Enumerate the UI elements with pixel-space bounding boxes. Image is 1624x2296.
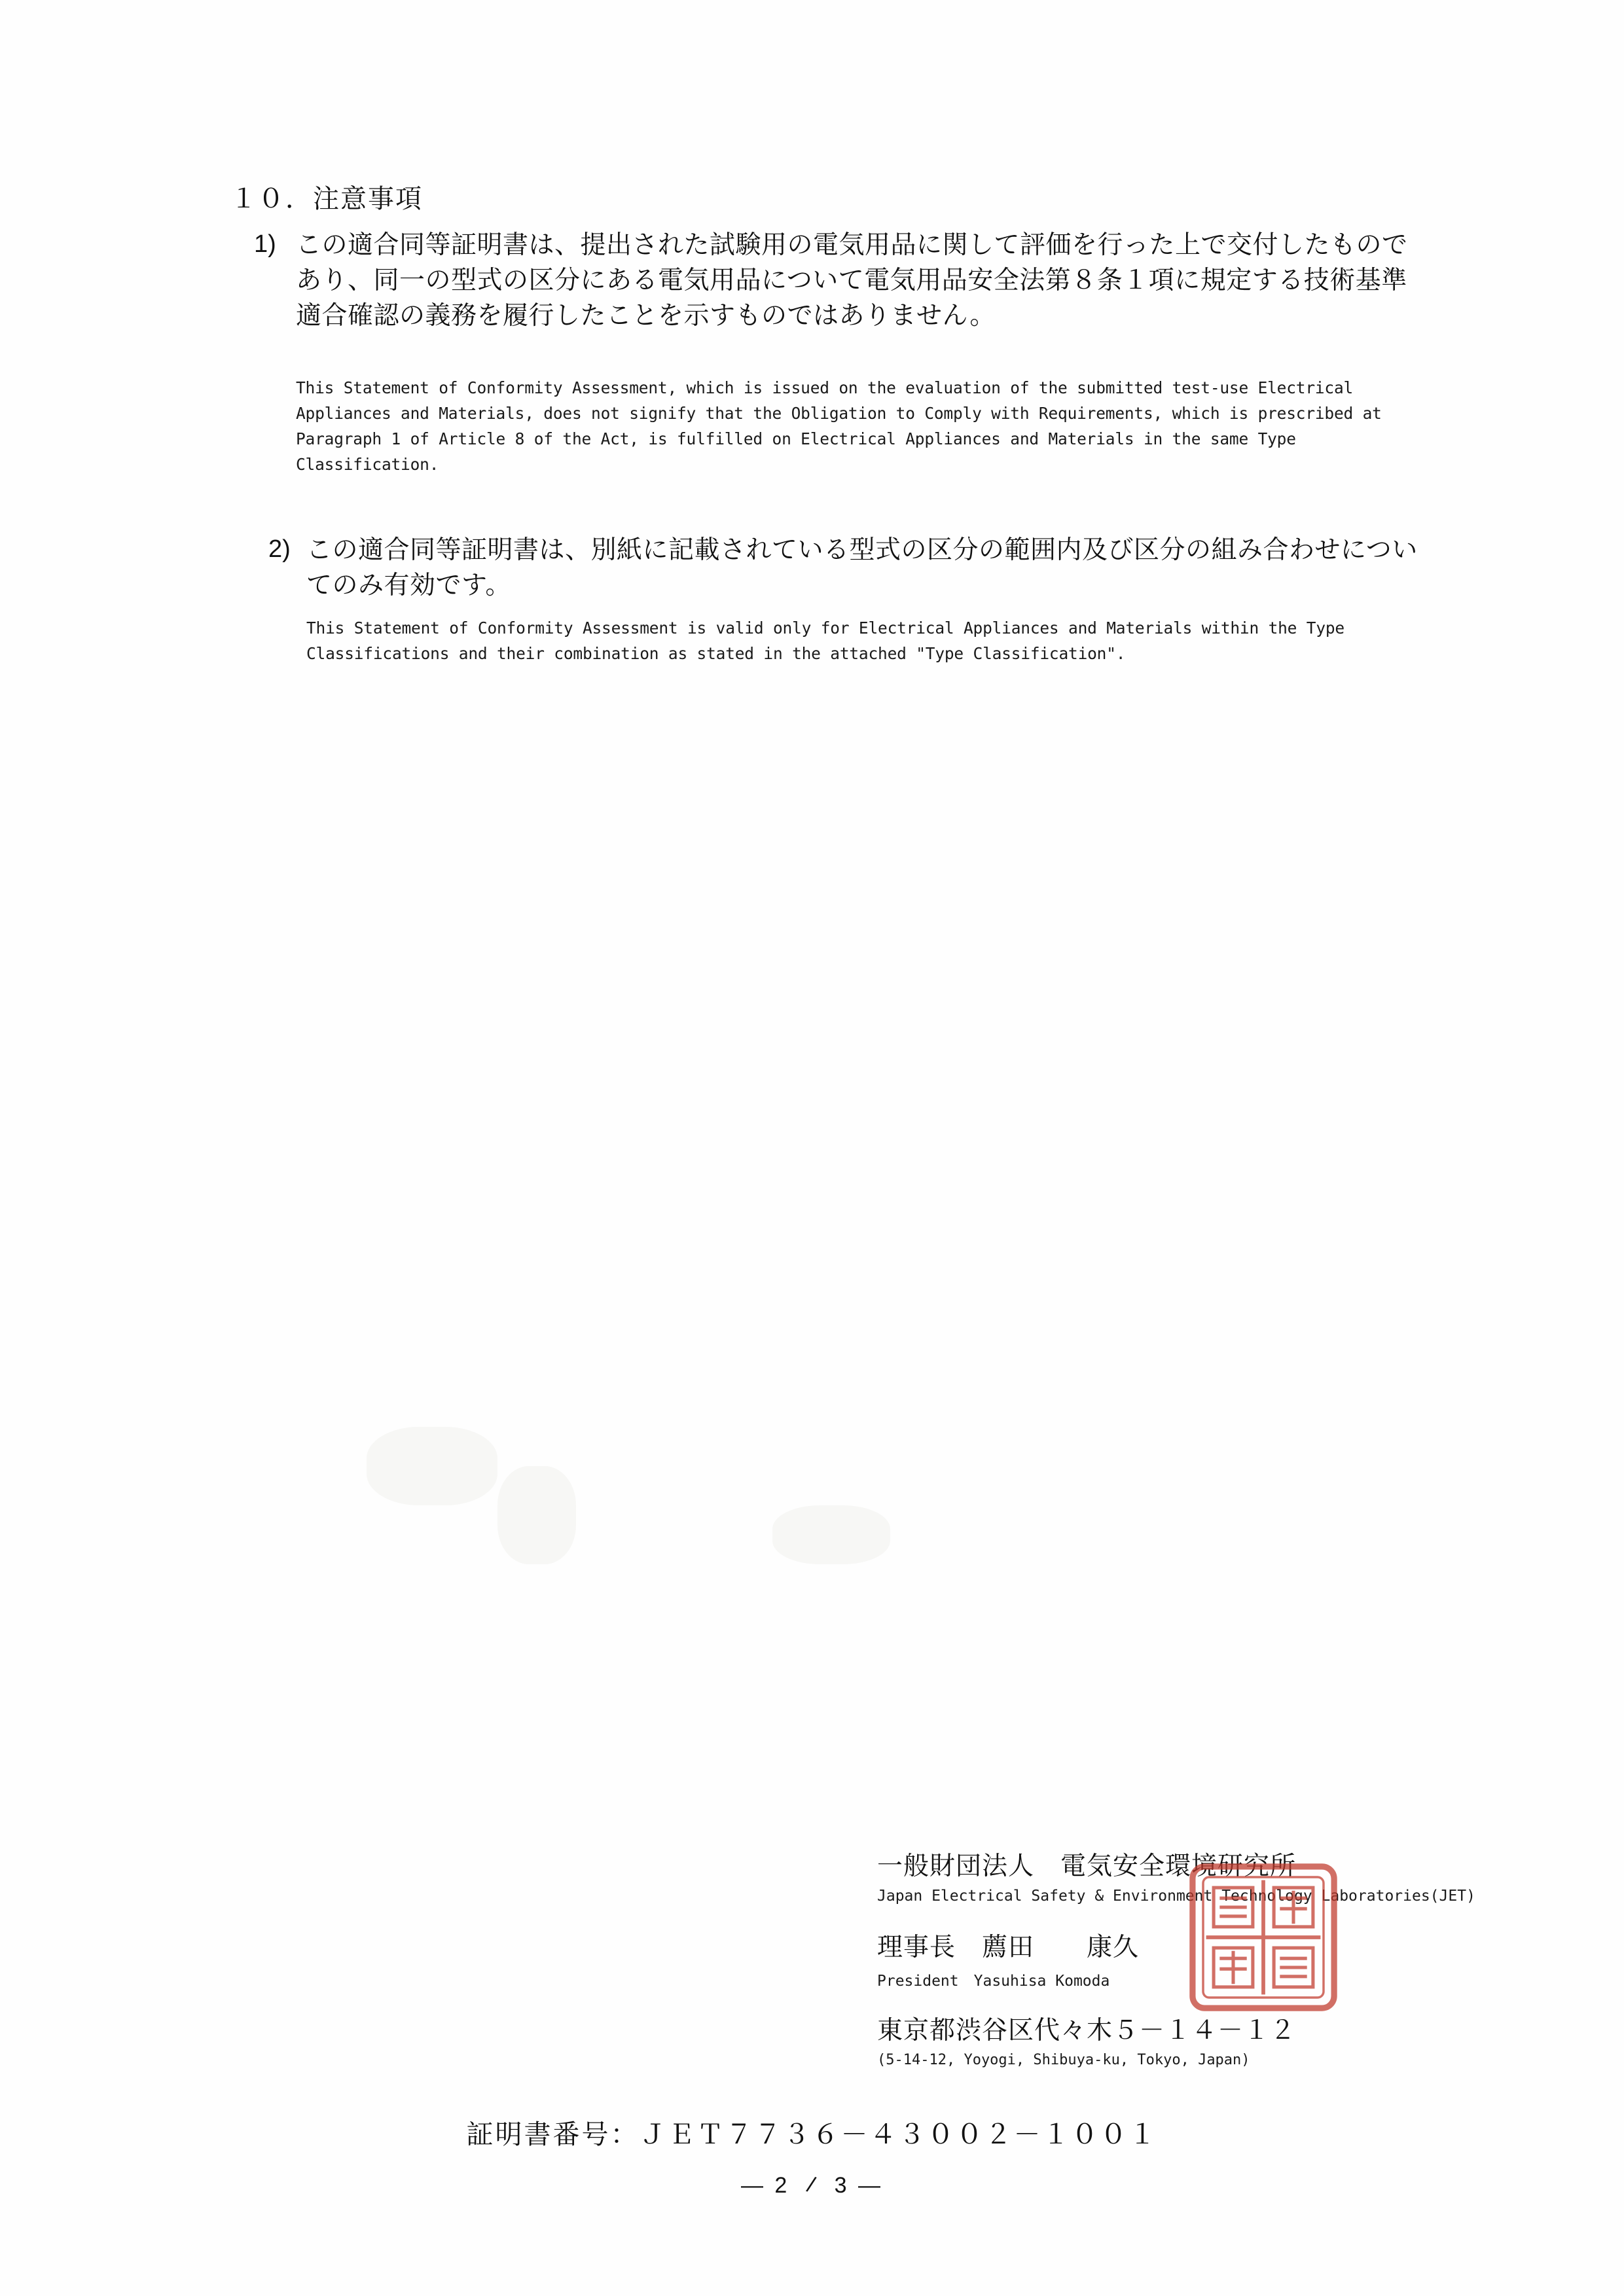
scan-artifact (772, 1505, 890, 1564)
page-separator: / (804, 2172, 820, 2199)
note-number: 2) (268, 535, 291, 563)
page-number (0, 2173, 1624, 2198)
scan-artifact (367, 1427, 497, 1505)
certificate-number-label: 証明書番号： (466, 2119, 640, 2149)
note-text-english: This Statement of Conformity Assessment is valid only for Electrical Appliances and Materials within the Type Classifications and their combination as stated in the attached "Type Classification". (306, 619, 1344, 663)
note-text-japanese: この適合同等証明書は、別紙に記載されている型式の区分の範囲内及び区分の組み合わせについてのみ有効です。 (306, 536, 1418, 600)
page-prefix-dash: — (740, 2173, 766, 2198)
signatory-name-english: President Yasuhisa Komoda (877, 1973, 1110, 1990)
note-text-japanese: この適合同等証明書は、提出された試験用の電気用品に関して評価を行った上で交付したものであり、同一の型式の区分にある電気用品について電気用品安全法第８条１項に規定する技術基準適合確認の義務を履行したことを示すものではありません。 (296, 231, 1408, 330)
note-number: 1) (254, 230, 276, 258)
address-english: (5-14-12, Yoyogi, Shibuya-ku, Tokyo, Japan) (877, 2052, 1250, 2068)
address-japanese: 東京都渋谷区代々木５－１４－１２ (877, 2017, 1297, 2045)
organization-name-japanese: 一般財団法人 電気安全環境研究所 (877, 1852, 1297, 1880)
signature-block (877, 1846, 1532, 2068)
page-suffix-dash: — (858, 2173, 884, 2198)
page-total: 3 (834, 2173, 850, 2198)
organization-name-english: Japan Electrical Safety & Environment Technology Laboratories(JET) (877, 1888, 1475, 1905)
page-current: 2 (774, 2173, 790, 2198)
certificate-number-value: ＪＥＴ７７３６－４３００２－１００１ (639, 2119, 1158, 2149)
signatory-name-japanese: 理事長 薦田 康久 (877, 1933, 1140, 1962)
note-text-english: This Statement of Conformity Assessment, which is issued on the evaluation of the submitted test-use Electrical Appliances and Materials, does not signify that the Obligation to Comply with Requirements, which is prescribed at Paragraph 1 of Article 8 of the Act, is fulfilled on Electrical Appliances and Materials in the same Type Classification. (296, 378, 1382, 474)
scan-artifact (497, 1466, 576, 1564)
certificate-number-line (0, 2113, 1624, 2151)
section-heading: １０．注意事項 (230, 185, 423, 213)
